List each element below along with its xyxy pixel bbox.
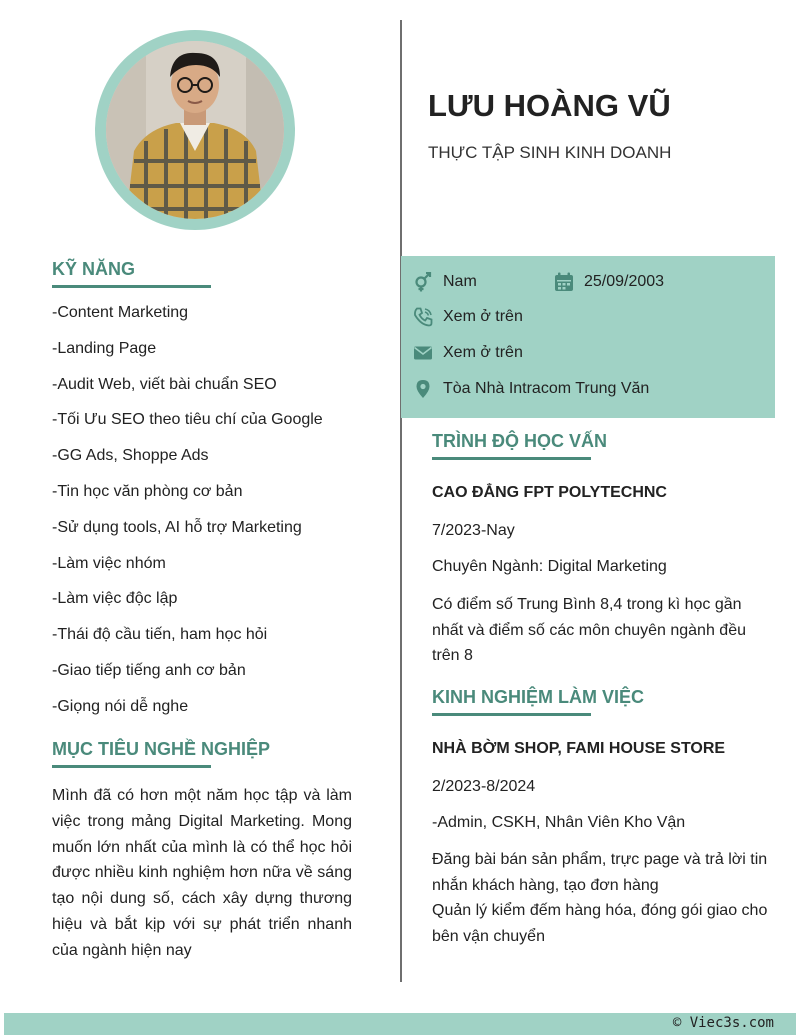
gender-value: Nam [443, 273, 477, 290]
experience-company: NHÀ BỜM SHOP, FAMI HOUSE STORE [432, 740, 726, 757]
job-title: THỰC TẬP SINH KINH DOANH [428, 143, 672, 162]
career-goal-heading: MỤC TIÊU NGHỀ NGHIỆP [52, 739, 271, 759]
skill-item: -Giao tiếp tiếng anh cơ bản [52, 661, 246, 679]
education-note: Có điểm số Trung Bình 8,4 trong kì học gần nhất và điểm số các môn chuyên ngành đều trên 8 [432, 596, 746, 664]
skill-item: -Sử dụng tools, AI hỗ trợ Marketing [52, 518, 302, 536]
education-period: 7/2023-Nay [432, 522, 515, 539]
education-heading-underline [432, 457, 591, 460]
footer-bar [4, 1013, 796, 1035]
career-goal-heading-underline [52, 765, 211, 768]
phone-row [413, 307, 523, 327]
skill-item: -Tối Ưu SEO theo tiêu chí của Google [52, 411, 323, 429]
avatar [95, 30, 295, 230]
phone-icon [413, 307, 433, 327]
gender-row [413, 272, 477, 292]
skills-heading: KỸ NĂNG [52, 259, 136, 279]
mail-icon [413, 343, 433, 363]
experience-role: -Admin, CSKH, Nhân Viên Kho Vận [432, 814, 686, 831]
skill-item: -GG Ads, Shoppe Ads [52, 447, 209, 465]
person-portrait-illustration [106, 41, 284, 219]
experience-period: 2/2023-8/2024 [432, 778, 536, 795]
footer-credit: © Viec3s.com [672, 1015, 774, 1031]
skill-item: -Thái độ cầu tiến, ham học hỏi [52, 626, 268, 644]
skill-item: -Làm việc độc lập [52, 590, 178, 608]
career-goal-text: Mình đã có hơn một năm học tập và làm việc trong mảng Digital Marketing. Mong muốn lớn nhất của mình là có thể học hỏi được nhiều kinh nghiệm hơn nữa về sáng tạo nội dung số, cách xây dựng thương hiệu và bắt kịp với sự phát triển nhanh của ngành hiện nay [52, 787, 352, 959]
location-pin-icon [413, 379, 433, 399]
birthdate-value: 25/09/2003 [584, 273, 665, 290]
column-divider [400, 20, 402, 982]
email-row [413, 343, 523, 363]
education-school: CAO ĐẲNG FPT POLYTECHNC [432, 484, 667, 501]
address-row [413, 379, 649, 399]
skill-item: -Giọng nói dễ nghe [52, 697, 189, 715]
skill-item: -Landing Page [52, 339, 157, 357]
contact-panel [401, 256, 775, 418]
gender-icon [413, 272, 433, 292]
email-value: Xem ở trên [443, 344, 523, 361]
calendar-icon [554, 272, 574, 292]
education-heading: TRÌNH ĐỘ HỌC VẤN [432, 431, 607, 451]
skill-item: -Làm việc nhóm [52, 554, 166, 572]
skills-heading-underline [52, 285, 211, 288]
skill-item: -Content Marketing [52, 304, 189, 321]
birthdate-row [554, 272, 664, 292]
skill-item: -Audit Web, viết bài chuẩn SEO [52, 375, 277, 393]
skills-list [52, 303, 323, 733]
address-value: Tòa Nhà Intracom Trung Văn [443, 380, 650, 397]
experience-description: Quản lý kiểm đếm hàng hóa, đóng gói giao cho bên vận chuyển [432, 902, 768, 945]
experience-description: Đăng bài bán sản phẩm, trực page và trả lời tin nhắn khách hàng, tạo đơn hàng [432, 851, 768, 894]
education-major: Chuyên Ngành: Digital Marketing [432, 558, 667, 575]
phone-value: Xem ở trên [443, 308, 523, 325]
profile-photo [106, 41, 284, 219]
experience-heading: KINH NGHIỆM LÀM VIỆC [432, 687, 645, 707]
experience-heading-underline [432, 713, 591, 716]
candidate-name: LƯU HOÀNG VŨ [428, 88, 671, 123]
skill-item: -Tin học văn phòng cơ bản [52, 482, 243, 500]
